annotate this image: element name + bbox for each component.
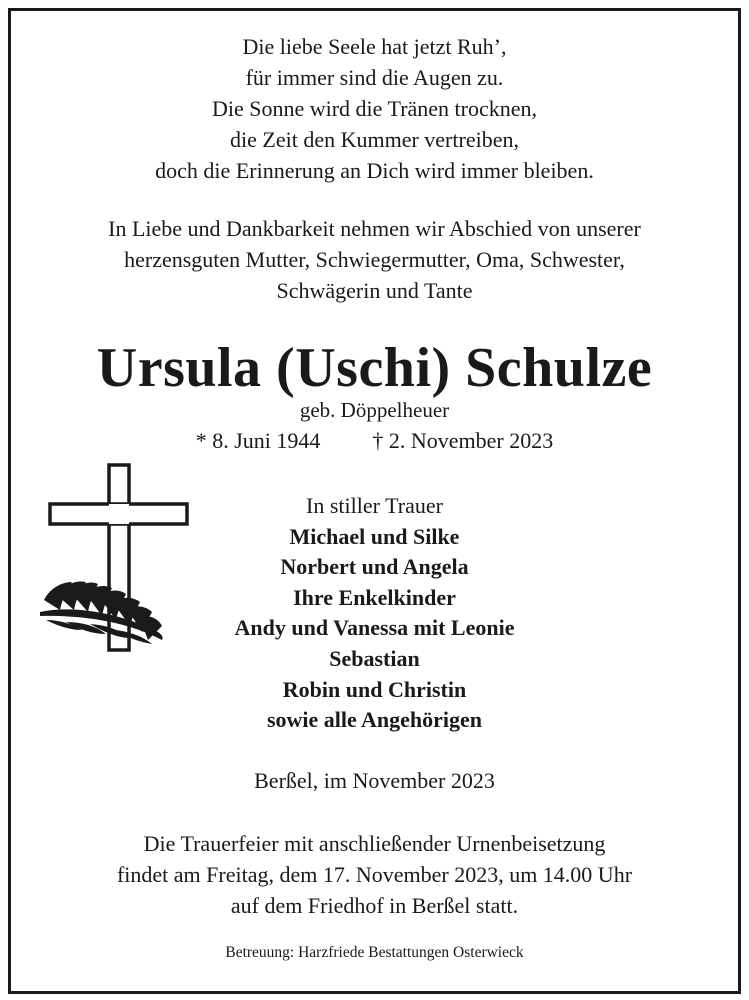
mourner-name: Michael und Silke (289, 524, 460, 549)
poem-line: doch die Erinnerung an Dich wird immer bleiben. (155, 158, 594, 183)
poem-line: Die Sonne wird die Tränen trocknen, (211, 96, 538, 121)
ceremony-line: findet am Freitag, dem 17. November 2023, um 14.00 Uhr (116, 862, 633, 887)
death-date: † 2. November 2023 (372, 428, 554, 453)
poem-line: Die liebe Seele hat jetzt Ruh’, (242, 34, 507, 59)
maiden-name: geb. Döppelheuer (299, 398, 450, 422)
mourner-name: Andy und Vanessa mit Leonie (234, 615, 515, 640)
deceased-name: Ursula (Uschi) Schulze (96, 337, 653, 399)
poem-line: für immer sind die Augen zu. (245, 65, 504, 90)
intro-line: Schwägerin und Tante (276, 278, 473, 303)
intro-line: In Liebe und Dankbarkeit nehmen wir Abschied von unserer (108, 216, 641, 241)
poem-line: die Zeit den Kummer vertreiben, (230, 127, 519, 152)
mourner-name: Norbert und Angela (280, 554, 469, 579)
birth-date: * 8. Juni 1944 (195, 428, 321, 453)
mourner-name: Robin und Christin (282, 677, 467, 702)
mourner-name: sowie alle Angehörigen (266, 707, 483, 732)
ceremony-line: auf dem Friedhof in Berßel statt. (230, 893, 519, 918)
mourner-name: Ihre Enkelkinder (293, 585, 456, 610)
place-date: Berßel, im November 2023 (254, 768, 495, 793)
intro-line: herzensguten Mutter, Schwiegermutter, Oma, Schwester, (124, 247, 625, 272)
mourner-name: Sebastian (329, 646, 420, 671)
ceremony-line: Die Trauerfeier mit anschließender Urnenbeisetzung (143, 831, 606, 856)
mourners-heading: In stiller Trauer (306, 493, 443, 518)
funeral-home-credit: Betreuung: Harzfriede Bestattungen Osterwieck (225, 944, 524, 961)
life-dates (0, 427, 749, 455)
